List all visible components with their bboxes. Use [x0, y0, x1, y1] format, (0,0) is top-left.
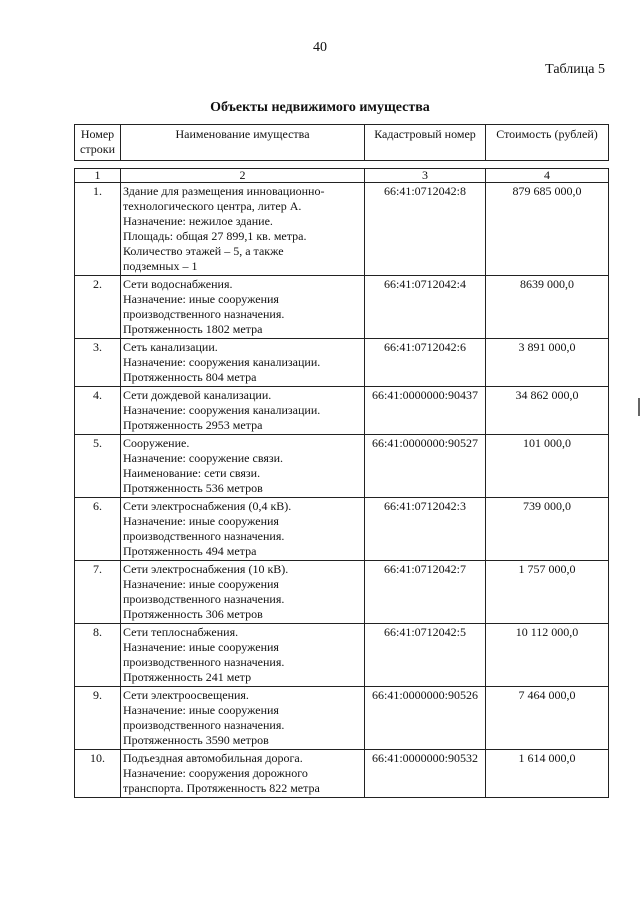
row-number: 8. [75, 624, 121, 687]
cadastral-number: 66:41:0712042:6 [365, 339, 486, 387]
description-line: Подъездная автомобильная дорога. [123, 751, 303, 765]
description-line: Назначение: иные сооружения [123, 577, 279, 591]
row-number: 5. [75, 435, 121, 498]
cost-value: 101 000,0 [486, 435, 609, 498]
description-line: подземных – 1 [123, 259, 198, 273]
cadastral-number: 66:41:0000000:90532 [365, 750, 486, 798]
description-line: производственного назначения. [123, 592, 285, 606]
document-title: Объекты недвижимого имущества [210, 100, 430, 115]
table-row [75, 561, 609, 624]
description-line: Протяженность 1802 метра [123, 322, 263, 336]
description-line: производственного назначения. [123, 655, 285, 669]
description-line: Протяженность 3590 метров [123, 733, 269, 747]
description-line: Площадь: общая 27 899,1 кв. метра. [123, 229, 307, 243]
description-line: Сети электроосвещения. [123, 688, 249, 702]
row-number: 9. [75, 687, 121, 750]
row-number: 4. [75, 387, 121, 435]
cost-value: 1 614 000,0 [486, 750, 609, 798]
description-line: Здание для размещения инновационно- [123, 184, 325, 198]
description-line: Сооружение. [123, 436, 190, 450]
property-description [121, 435, 365, 498]
column-number: 3 [365, 169, 486, 183]
description-line: Сети электроснабжения (10 кВ). [123, 562, 289, 576]
description-line: Протяженность 494 метра [123, 544, 257, 558]
row-number: 6. [75, 498, 121, 561]
row-number: 1. [75, 183, 121, 276]
row-number: 10. [75, 750, 121, 798]
table-row [75, 276, 609, 339]
table-row [75, 435, 609, 498]
table-row [75, 387, 609, 435]
property-description [121, 687, 365, 750]
table-row [75, 750, 609, 798]
description-line: Протяженность 306 метров [123, 607, 263, 621]
property-description [121, 498, 365, 561]
header-row-number-line: строки [80, 142, 115, 156]
table-row [75, 687, 609, 750]
description-line: Наименование: сети связи. [123, 466, 261, 480]
column-number: 2 [121, 169, 365, 183]
description-line: Назначение: иные сооружения [123, 703, 279, 717]
description-line: Назначение: иные сооружения [123, 292, 279, 306]
row-number: 7. [75, 561, 121, 624]
row-number: 3. [75, 339, 121, 387]
description-line: Сети водоснабжения. [123, 277, 233, 291]
description-line: Назначение: сооружения дорожного [123, 766, 308, 780]
header-row-number [75, 125, 121, 161]
description-line: Назначение: иные сооружения [123, 514, 279, 528]
description-line: Сети дождевой канализации. [123, 388, 272, 402]
description-line: производственного назначения. [123, 718, 285, 732]
description-line: Сети теплоснабжения. [123, 625, 239, 639]
row-number: 2. [75, 276, 121, 339]
description-line: Протяженность 804 метра [123, 370, 257, 384]
table-row [75, 183, 609, 276]
table-header [74, 124, 609, 161]
cost-value: 8639 000,0 [486, 276, 609, 339]
header-row-number-line: Номер [80, 127, 115, 141]
cadastral-number: 66:41:0000000:90526 [365, 687, 486, 750]
description-line: Назначение: сооружения канализации. [123, 403, 321, 417]
description-line: транспорта. Протяженность 822 метра [123, 781, 320, 795]
header-cadastral-number: Кадастровый номер [365, 125, 486, 161]
description-line: производственного назначения. [123, 307, 285, 321]
cadastral-number: 66:41:0712042:8 [365, 183, 486, 276]
cost-value: 34 862 000,0 [486, 387, 609, 435]
column-numbers-row [75, 169, 609, 183]
cost-value: 3 891 000,0 [486, 339, 609, 387]
table-label: Таблица 5 [545, 62, 605, 77]
column-number: 1 [75, 169, 121, 183]
cadastral-number: 66:41:0712042:4 [365, 276, 486, 339]
description-line: Протяженность 241 метр [123, 670, 252, 684]
cadastral-number: 66:41:0000000:90527 [365, 435, 486, 498]
property-description [121, 183, 365, 276]
property-description [121, 387, 365, 435]
cadastral-number: 66:41:0712042:3 [365, 498, 486, 561]
description-line: Назначение: иные сооружения [123, 640, 279, 654]
property-table [74, 168, 609, 798]
table-row [75, 624, 609, 687]
description-line: Протяженность 2953 метра [123, 418, 263, 432]
column-number: 4 [486, 169, 609, 183]
description-line: Назначение: сооружение связи. [123, 451, 284, 465]
table-row [75, 498, 609, 561]
cost-value: 879 685 000,0 [486, 183, 609, 276]
table-row [75, 339, 609, 387]
page-number: 40 [313, 40, 327, 55]
property-description [121, 339, 365, 387]
description-line: Сети электроснабжения (0,4 кВ). [123, 499, 292, 513]
property-description [121, 561, 365, 624]
property-description [121, 624, 365, 687]
cost-value: 10 112 000,0 [486, 624, 609, 687]
description-line: производственного назначения. [123, 529, 285, 543]
cadastral-number: 66:41:0000000:90437 [365, 387, 486, 435]
description-line: Сеть канализации. [123, 340, 218, 354]
description-line: Назначение: нежилое здание. [123, 214, 273, 228]
cadastral-number: 66:41:0712042:7 [365, 561, 486, 624]
description-line: Протяженность 536 метров [123, 481, 263, 495]
description-line: технологического центра, литер А. [123, 199, 302, 213]
property-description [121, 750, 365, 798]
cadastral-number: 66:41:0712042:5 [365, 624, 486, 687]
property-description [121, 276, 365, 339]
header-cost: Стоимость (рублей) [486, 125, 609, 161]
cost-value: 739 000,0 [486, 498, 609, 561]
header-property-name: Наименование имущества [121, 125, 365, 161]
description-line: Количество этажей – 5, а также [123, 244, 284, 258]
cost-value: 7 464 000,0 [486, 687, 609, 750]
description-line: Назначение: сооружения канализации. [123, 355, 321, 369]
cost-value: 1 757 000,0 [486, 561, 609, 624]
